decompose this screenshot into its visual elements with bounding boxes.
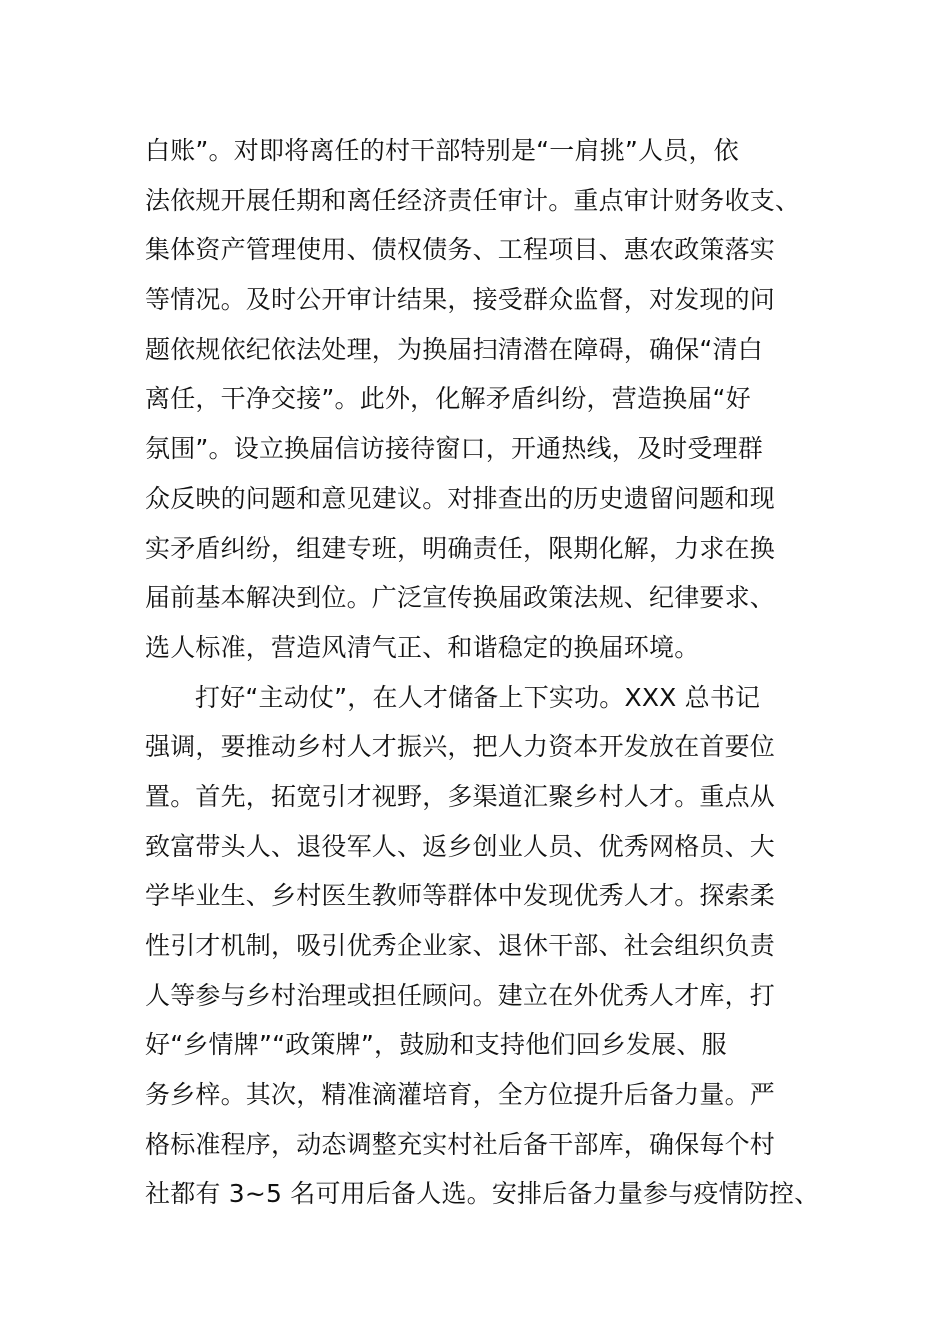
- text-line: 选人标准，营造风清气正、和谐稳定的换届环境。: [145, 632, 700, 662]
- text-line: 氛围”。设立换届信访接待窗口，开通热线，及时受理群: [145, 434, 763, 464]
- text-line: 性引才机制，吸引优秀企业家、退休干部、社会组织负责: [145, 931, 776, 960]
- text-line: 届前基本解决到位。广泛宣传换届政策法规、纪律要求、: [145, 583, 776, 613]
- text-line: 白账”。对即将离任的村干部特别是“一肩挑”人员，依: [145, 136, 739, 165]
- paragraph-start-line: 打好“主动仗”，在人才储备上下实功。XXX 总书记: [195, 682, 761, 712]
- body-text: [145, 126, 820, 1219]
- text-line: 集体资产管理使用、债权债务、工程项目、惠农政策落实: [145, 235, 776, 265]
- text-line: 务乡梓。其次，精准滴灌培育，全方位提升后备力量。严: [145, 1080, 776, 1110]
- text-line: 离任，干净交接”。此外，化解矛盾纠纷，营造换届“好: [145, 384, 751, 414]
- text-line: 格标准程序，动态调整充实村社后备干部库，确保每个村: [145, 1129, 776, 1159]
- text-line: 实矛盾纠纷，组建专班，明确责任，限期化解，力求在换: [145, 533, 776, 563]
- text-line: 置。首先，拓宽引才视野，多渠道汇聚乡村人才。重点从: [145, 781, 776, 811]
- text-line: 致富带头人、退役军人、返乡创业人员、优秀网格员、大: [145, 831, 776, 861]
- text-line: 众反映的问题和意见建议。对排查出的历史遗留问题和现: [145, 483, 776, 513]
- text-line: 学毕业生、乡村医生教师等群体中发现优秀人才。探索柔: [145, 881, 776, 911]
- text-line: 强调，要推动乡村人才振兴，把人力资本开发放在首要位: [145, 732, 776, 762]
- text-line: 等情况。及时公开审计结果，接受群众监督，对发现的问: [145, 285, 776, 315]
- text-line: 题依规依纪依法处理，为换届扫清潜在障碍，确保“清白: [145, 334, 763, 364]
- text-line: 好“乡情牌”“政策牌”，鼓励和支持他们回乡发展、服: [145, 1030, 727, 1060]
- text-line: 社都有 3~5 名可用后备人选。安排后备力量参与疫情防控、: [145, 1179, 820, 1209]
- text-line: 人等参与乡村治理或担任顾问。建立在外优秀人才库，打: [145, 980, 776, 1010]
- text-line: 法依规开展任期和离任经济责任审计。重点审计财务收支、: [145, 185, 801, 215]
